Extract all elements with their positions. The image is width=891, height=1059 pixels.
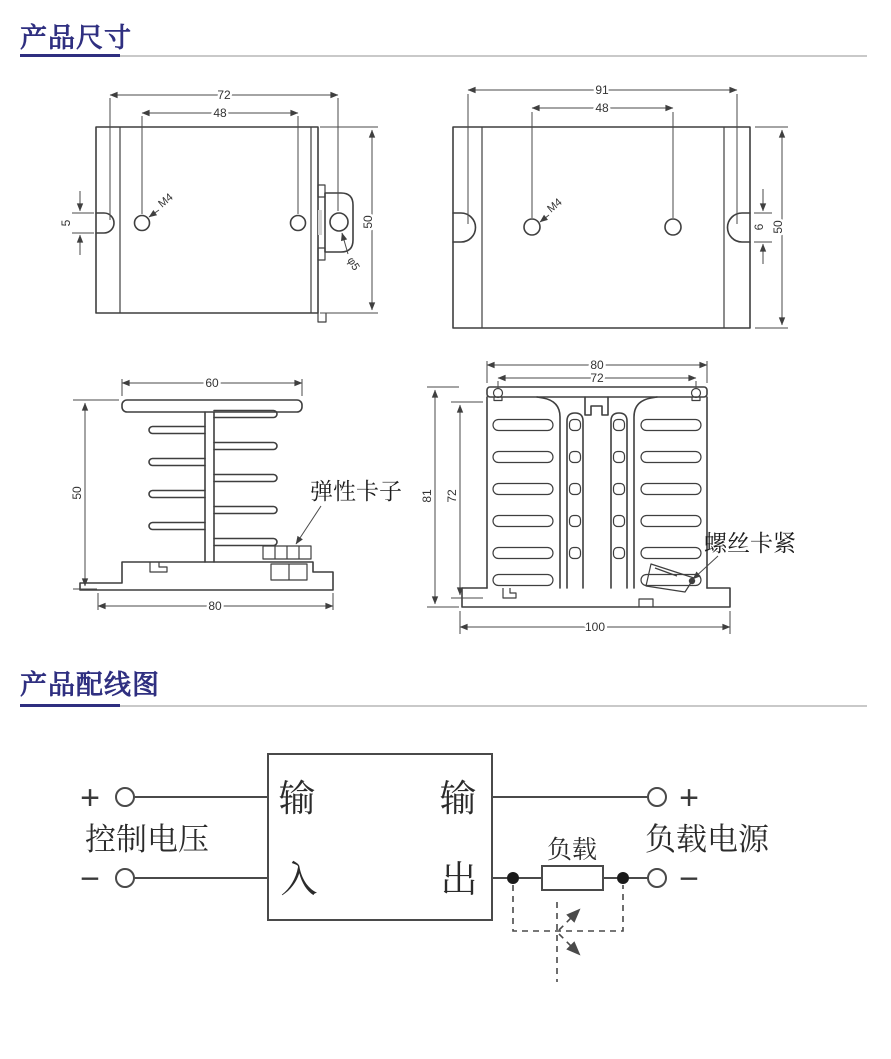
dim-base-width: 80	[208, 599, 222, 613]
dimensions	[468, 83, 788, 328]
load-minus-sign: −	[679, 860, 699, 898]
drawing-top-left	[60, 82, 400, 332]
tab-hole-label-phi5: φ5	[344, 255, 362, 273]
drawing-bottom-right	[415, 335, 845, 645]
load-resistor	[542, 866, 603, 890]
control-voltage-label: 控制电压	[85, 822, 209, 857]
dim-base-width: 100	[584, 620, 606, 634]
control-side	[80, 779, 268, 898]
junction-dot-right	[617, 872, 629, 884]
screw-clamp-label: 螺丝卡紧	[704, 530, 796, 556]
dim-height: 50	[70, 486, 84, 500]
dim-hole-spacing: 48	[595, 101, 609, 115]
optional-suppressor-dashed	[513, 885, 623, 982]
load-power-label: 负载电源	[645, 822, 769, 857]
device-outline	[453, 127, 750, 328]
relay-input-char-bottom: 入	[280, 859, 318, 900]
screw-clamp	[646, 564, 694, 592]
divider-gray-segment	[120, 55, 867, 57]
load-side	[492, 779, 770, 898]
control-positive-terminal	[116, 788, 134, 806]
hole-label-m4: M4	[545, 196, 565, 216]
divider-gray-segment	[120, 705, 867, 707]
relay-output-char-top: 输	[439, 778, 477, 819]
divider-accent-segment	[20, 704, 120, 707]
relay-output-char-bottom: 出	[440, 859, 478, 900]
control-plus-sign: +	[80, 779, 100, 817]
dim-outer-height: 81	[420, 489, 434, 503]
dim-hole-spacing: 48	[213, 106, 227, 120]
divider-accent-segment	[20, 54, 120, 57]
heatsink-outline	[80, 400, 333, 590]
drawing-top-right	[420, 82, 810, 332]
fin-slots	[493, 420, 701, 586]
control-minus-sign: −	[80, 860, 100, 898]
drawing-bottom-left	[55, 360, 410, 625]
load-label: 负载	[546, 836, 598, 864]
section-divider	[20, 54, 867, 57]
dim-slot-height: 6	[752, 223, 766, 231]
load-plus-sign: +	[679, 779, 699, 817]
wiring-diagram	[60, 735, 890, 1007]
section-divider	[20, 704, 867, 707]
device-outline	[96, 127, 353, 322]
control-negative-terminal	[116, 869, 134, 887]
load-negative-terminal	[648, 869, 666, 887]
load-positive-terminal	[648, 788, 666, 806]
dim-top-outer-width: 80	[590, 358, 604, 372]
dim-slot-height: 5	[59, 219, 73, 227]
junction-dot-left	[507, 872, 519, 884]
dim-top-width: 60	[205, 376, 219, 390]
heatsink-outline	[462, 387, 730, 607]
dim-height: 50	[361, 215, 375, 229]
dim-top-inner-width: 72	[590, 371, 604, 385]
section-title-wiring: 产品配线图	[20, 670, 160, 700]
spring-clip-label: 弹性卡子	[310, 478, 402, 504]
spring-clip	[263, 546, 311, 580]
section-title-dimensions: 产品尺寸	[20, 23, 132, 53]
relay-input-char-top: 输	[278, 778, 316, 819]
dim-total-width: 91	[595, 83, 609, 97]
relay-box	[268, 754, 492, 920]
dim-total-width: 72	[217, 88, 231, 102]
dimensions	[59, 88, 378, 313]
dim-height: 50	[771, 220, 785, 234]
dim-inner-height: 72	[445, 489, 459, 503]
hole-label-m4: M4	[156, 191, 176, 211]
